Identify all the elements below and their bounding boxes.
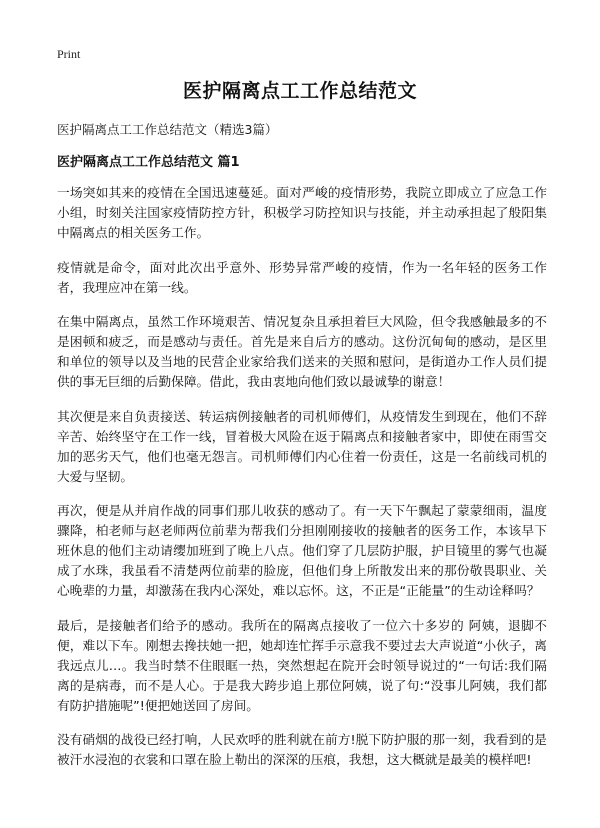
document-subtitle: 医护隔离点工工作总结范文（精选3篇）	[57, 122, 278, 137]
paragraph: 一场突如其来的疫情在全国迅速蔓延。面对严峻的疫情形势，我院立即成立了应急工作小组，时刻关注国家疫情防控方针，积极学习防控知识与技能，并主动承担起了般阳集中隔离点的相关医务工作。	[57, 185, 547, 240]
document-title: 医护隔离点工工作总结范文	[182, 80, 417, 102]
section-heading: 医护隔离点工工作总结范文 篇1	[57, 155, 240, 170]
paragraph: 再次，便是从并肩作战的同事们那儿收获的感动了。有一天下午飘起了蒙蒙细雨，温度骤降，柏老师与赵老师两位前辈为帮我们分担刚刚接收的接触者的医务工作，本该早下班休息的他们主动请缨加班到了晚上八点。他们穿了几层防护服，护目镜里的雾气也凝成了水珠，我虽看不清楚两位前辈的脸庞，但他们身上所散发出来的那份敬畏职业、关心晚辈的力量，却激荡在我内心深处，难以忘怀。这，不正是“正能量”的生动诠释吗？	[57, 503, 547, 598]
paragraph: 最后，是接触者们给予的感动。我所在的隔离点接收了一位六十多岁的 阿姨，退脚不便，难以下车。刚想去搀扶她一把，她却连忙挥手示意我不要过去大声说道“小伙子，离我远点儿…。我当时禁不住眼眶一热，突然想起在院开会时领导说过的“一句话:我们隔离的是病毒，而不是人心。于是我大跨步追上那位阿姨，说了句:“没事儿阿姨，我们都有防护措施呢”!便把她送回了房间。	[57, 617, 547, 713]
paragraph: 在集中隔离点，虽然工作环境艰苦、情况复杂且承担着巨大风险，但令我感触最多的不是困顿和疲乏，而是感动与责任。首先是来自后方的感动。这份沉甸甸的感动，是区里和单位的领导以及当地的民营企业家给我们送来的关照和慰问，是街道办工作人员们提供的事无巨细的后勤保障。借此，我由衷地向他们致以最诚挚的谢意！	[57, 314, 547, 389]
print-link[interactable]: Print	[57, 47, 81, 61]
paragraph: 其次便是来自负责接送、转运病例接触者的司机师傅们，从疫情发生到现在，他们不辞辛苦、始终坚守在工作一线，冒着极大风险在返于隔离点和接触者家中，即使在雨雪交加的恶劣天气，他们也毫无怨言。司机师傅们内心住着一份责任，这是一名前线司机的大爱与坚韧。	[57, 408, 547, 484]
paragraph: 没有硝烟的战役已经打响，人民欢呼的胜利就在前方!脱下防护服的那一刻，我看到的是被汗水浸泡的衣裳和口罩在脸上勒出的深深的压痕，我想，这大概就是最美的模样吧!	[57, 732, 547, 767]
document-body	[57, 183, 547, 785]
paragraph: 疫情就是命令，面对此次出乎意外、形势异常严峻的疫情，作为一名年轻的医务工作者，我理应冲在第一线。	[57, 259, 547, 295]
